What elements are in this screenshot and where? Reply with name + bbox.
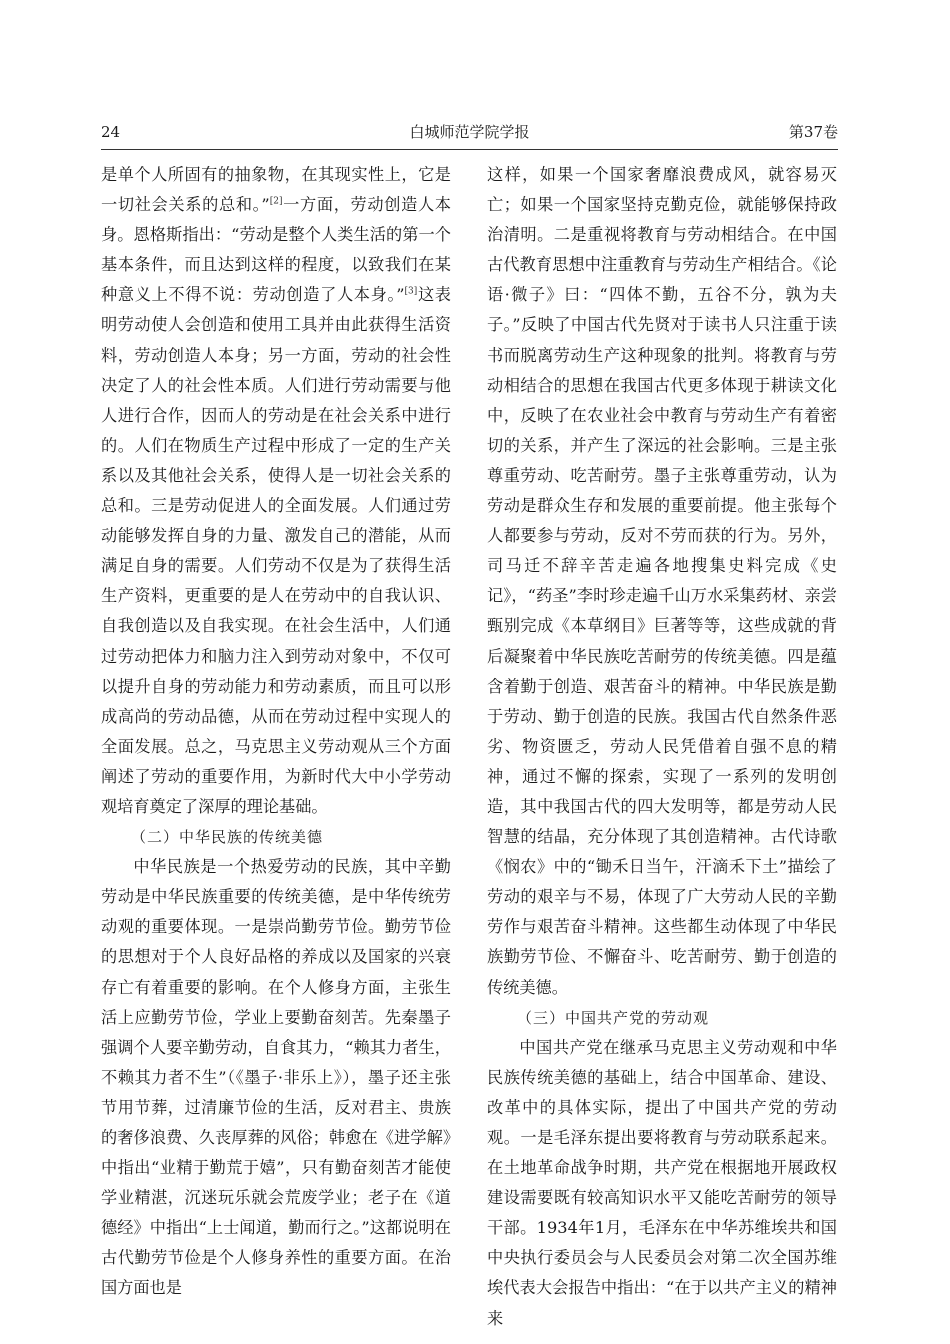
header-divider — [101, 149, 838, 150]
running-header — [101, 120, 838, 144]
citation-ref: [3] — [404, 286, 418, 297]
volume-label: 第37卷 — [788, 123, 838, 141]
right-column — [487, 160, 837, 1334]
page-number: 24 — [101, 123, 121, 141]
paragraph-text: 是单个人所固有的抽象物，在其现实性上，它是一切社会关系的总和。” — [101, 165, 451, 215]
body-paragraph: 这样，如果一个国家奢靡浪费成风，就容易灭亡；如果一个国家坚持克勤克俭，就能够保持政治清明。二是重视将教育与劳动相结合。在中国古代教育思想中注重教育与劳动生产相结合。《论语·微子》曰：“四体不勤，五谷不分，孰为夫子。”反映了中国古代先贤对于读书人只注重于读书而脱离劳动生产这种现象的批判。将教育与劳动相结合的思想在我国古代更多体现于耕读文化中，反映了在农业社会中教育与劳动生产有着密切的关系，并产生了深远的社会影响。三是主张尊重劳动、吃苦耐劳。墨子主张尊重劳动，认为劳动是群众生存和发展的重要前提。他主张每个人都要参与劳动，反对不劳而获的行为。另外，司马迁不辞辛苦走遍各地搜集史料完成《史记》，“药圣”李时珍走遍千山万水采集药材、亲尝甄别完成《本草纲目》巨著等等，这些成就的背后凝聚着中华民族吃苦耐劳的传统美德。四是蕴含着勤于创造、艰苦奋斗的精神。中华民族是勤于劳动、勤于创造的民族。我国古代自然条件恶劣、物资匮乏，劳动人民凭借着自强不息的精神，通过不懈的探索，实现了一系列的发明创造，其中我国古代的四大发明等，都是劳动人民智慧的结晶，充分体现了其创造精神。古代诗歌《悯农》中的“锄禾日当午，汗滴禾下土”描绘了劳动的艰辛与不易，体现了广大劳动人民的辛勤劳作与艰苦奋斗精神。这些都生动体现了中华民族勤劳节俭、不懈奋斗、吃苦耐劳、勤于创造的传统美德。 — [487, 165, 837, 997]
body-paragraph: 中国共产党在继承马克思主义劳动观和中华民族传统美德的基础上，结合中国革命、建设、改革中的具体实际，提出了中国共产党的劳动观。一是毛泽东提出要将教育与劳动联系起来。在土地革命战争时期，共产党在根据地开展政权建设需要既有较高知识水平又能吃苦耐劳的领导干部。1934年1月，毛泽东在中华苏维埃共和国中央执行委员会与人民委员会对第二次全国苏维埃代表大会报告中指出：“在于以共产主义的精神来 — [487, 1037, 837, 1328]
body-paragraph: 中华民族是一个热爱劳动的民族，其中辛勤劳动是中华民族重要的传统美德，是中华传统劳动观的重要体现。一是崇尚勤劳节俭。勤劳节俭的思想对于个人良好品格的养成以及国家的兴衰存亡有着重要的影响。在个人修身方面，主张生活上应勤劳节俭，学业上要勤奋刻苦。先秦墨子强调个人要辛勤劳动，自食其力，“赖其力者生，不赖其力者不生”（《墨子·非乐上》），墨子还主张节用节葬，过清廉节俭的生活，反对君主、贵族的奢侈浪费、久丧厚葬的风俗；韩愈在《进学解》中指出“业精于勤荒于嬉”，只有勤奋刻苦才能使学业精湛，沉迷玩乐就会荒废学业；老子在《道德经》中指出“上士闻道，勤而行之。”这都说明在古代勤劳节俭是个人修身养性的重要方面。在治国方面也是 — [101, 857, 451, 1298]
section-heading: （二）中华民族的传统美德 — [131, 828, 324, 847]
left-column — [101, 160, 451, 1304]
paragraph-text: 这表明劳动使人会创造和使用工具并由此获得生活资料，劳动创造人本身；另一方面，劳动的社会性决定了人的社会性本质。人们进行劳动需要与他人进行合作，因而人的劳动是在社会关系中进行的。人们在物质生产过程中形成了一定的生产关系以及其他社会关系，使得人是一切社会关系的总和。三是劳动促进人的全面发展。人们通过劳动能够发挥自身的力量、激发自己的潜能，从而满足自身的需要。人们劳动不仅是为了获得生活生产资料，更重要的是人在劳动中的自我认识、自我创造以及自我实现。在社会生活中，人们通过劳动把体力和脑力注入到劳动对象中，不仅可以提升自身的劳动能力和劳动素质，而且可以形成高尚的劳动品德，从而在劳动过程中实现人的全面发展。总之，马克思主义劳动观从三个方面阐述了劳动的重要作用，为新时代大中小学劳动观培育奠定了深厚的理论基础。 — [101, 285, 451, 816]
section-heading: （三）中国共产党的劳动观 — [517, 1008, 710, 1027]
citation-ref: [2] — [269, 196, 283, 207]
paragraph-text: 一方面，劳动创造人本身。恩格斯指出：“劳动是整个人类生活的第一个基本条件，而且达到这样的程度，以致我们在某种意义上不得不说：劳动创造了人本身。” — [101, 195, 451, 305]
journal-title: 白城师范学院学报 — [409, 123, 530, 141]
body-paragraph — [101, 160, 451, 822]
